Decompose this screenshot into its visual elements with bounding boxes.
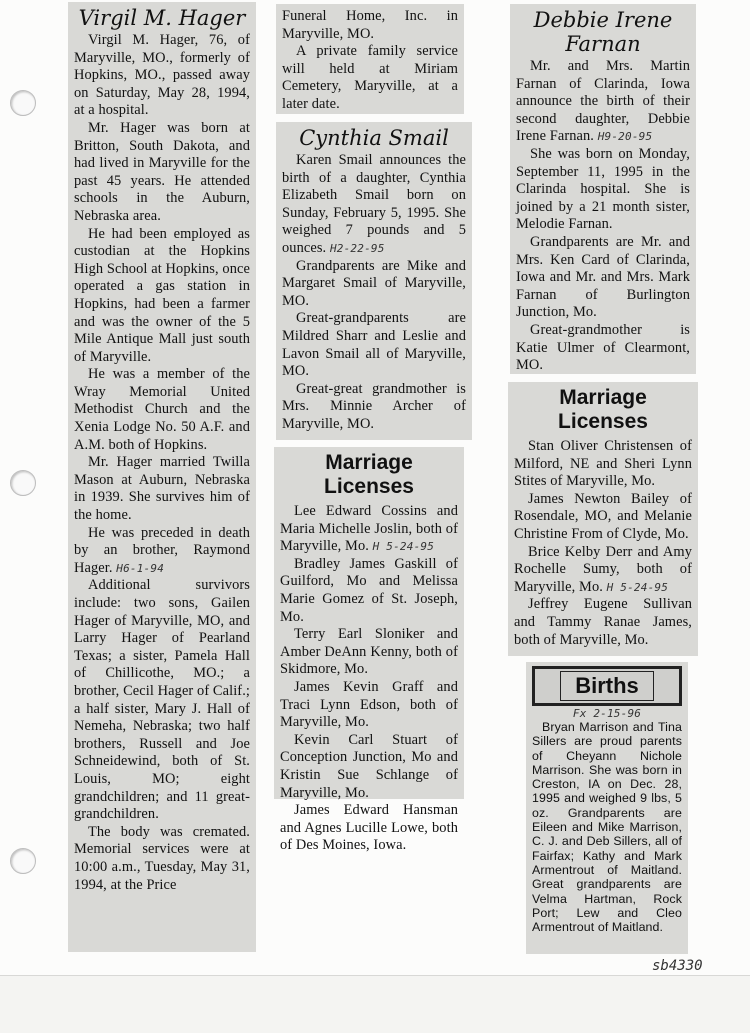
marriage-licenses-title: Marriage Licenses (324, 451, 414, 498)
paragraph: Great-grandmother is Katie Ulmer of Clearmont, MO. (516, 321, 690, 374)
paragraph: Kevin Carl Stuart of Conception Junction, Mo and Kristin Sue Schlange of Maryville, Mo. (280, 731, 458, 801)
marriage-licenses-right-clipping (508, 382, 698, 656)
paragraph (74, 525, 250, 578)
paragraph: James Edward Hansman and Agnes Lucille Lowe, both of Des Moines, Iowa. (280, 802, 458, 854)
handwritten-date-note: H 5-24-95 (372, 540, 435, 554)
paragraph-text: Lee Edward Cossins and Maria Michelle Joslin, both of Maryville, Mo. (280, 503, 458, 555)
paragraph (514, 544, 692, 597)
paragraph: He was a member of the Wray Memorial United Methodist Church and the Xenia Lodge No. 50 A.F. and A.M. both of Hopkins. (74, 366, 250, 453)
handwritten-date-note: Fx 2-15-96 (572, 707, 642, 720)
paragraph: Stan Oliver Christensen of Milford, NE and Sheri Lynn Stites of Maryville, Mo. (514, 438, 692, 490)
births-clipping (526, 662, 688, 954)
paragraph: Mr. Hager married Twilla Mason at Auburn, Nebraska in 1939. She survives him of the home. (74, 454, 250, 524)
paragraph: Grandparents are Mr. and Mrs. Ken Card of Clarinda, Iowa and Mr. and Mrs. Mark Farnan of Burlington Junction, Mo. (516, 233, 690, 321)
birth-smail-clipping (276, 122, 472, 440)
paragraph: Additional survivors include: two sons, Gailen Hager of Maryville, MO, and Larry Hager of Pearland Texas; a sister, Pamela Hall of Chillicothe, MO.; a brother, Cecil Hager of Calif.; a half sister, Mary J. Hall of Nemeha, Nebraska; two half brothers, Russell and Joe Schneidewind, both of St. Louis, MO; eight grandchildren; and 11 great-grandchildren. (74, 577, 250, 823)
paragraph: Virgil M. Hager, 76, of Maryville, MO., formerly of Hopkins, MO., passed away on Saturday, May 28, 1994, at a hospital. (74, 32, 250, 119)
paragraph: Mr. Hager was born at Britton, South Dakota, and had lived in Maryville for the past 45 years. He attended schools in the Auburn, Nebraska area. (74, 119, 250, 224)
paragraph: Bradley James Gaskill of Guilford, Mo and Melissa Marie Gomez of St. Joseph, Mo. (280, 555, 458, 625)
binder-hole (10, 848, 36, 874)
binder-hole (10, 90, 36, 116)
paragraph (282, 152, 466, 258)
birth-title-line1: Debbie Irene (533, 8, 673, 32)
marriage-title-line1: Marriage (559, 386, 647, 409)
births-title: Births (560, 671, 654, 701)
marriage-licenses-clipping (274, 447, 464, 854)
paragraph-text: Karen Smail announces the birth of a daughter, Cynthia Elizabeth Smail born on Sunday, February 5, 1995. She weighed 7 pounds and 5 ounces. (282, 152, 466, 256)
paragraph (280, 503, 458, 556)
paragraph-text: He was preceded in death by an brother, Raymond Hager. (74, 524, 250, 576)
handwritten-date-note: H 5-24-95 (606, 580, 669, 594)
birth-title: Cynthia Smail (299, 126, 449, 150)
obituary-hager-continued-clipping (276, 4, 464, 114)
binder-hole (10, 470, 36, 496)
marriage-title-line2: Licenses (558, 410, 648, 433)
paragraph: Great-grandparents are Mildred Sharr and Leslie and Lavon Smail all of Maryville, MO. (282, 310, 466, 380)
paragraph: James Kevin Graff and Traci Lynn Edson, both of Maryville, Mo. (280, 678, 458, 731)
paragraph: Terry Earl Sloniker and Amber DeAnn Kenny, both of Skidmore, Mo. (280, 626, 458, 678)
paragraph: Great-great grandmother is Mrs. Minnie Archer of Maryville, MO. (282, 380, 466, 432)
births-header (532, 666, 682, 706)
handwritten-date-note: H6-1-94 (116, 561, 165, 575)
paragraph-text: Brice Kelby Derr and Amy Rochelle Sumy, both of Maryville, Mo. (514, 543, 692, 595)
handwritten-date-note: H9-20-95 (597, 130, 653, 144)
paragraph (516, 58, 690, 146)
paragraph: She was born on Monday, September 11, 1995 in the Clarinda hospital. She is joined by a 21 month sister, Melodie Farnan. (516, 145, 690, 233)
paragraph: A private family service will held at Miriam Cemetery, Maryville, at a later date. (282, 43, 458, 112)
page-reference-number: sb4330 (652, 958, 703, 974)
paragraph-text: Mr. and Mrs. Martin Farnan of Clarinda, Iowa announce the birth of their second daughter, Debbie Irene Farnan. (516, 58, 690, 145)
obituary-hager-clipping (68, 2, 256, 952)
paragraph: James Newton Bailey of Rosendale, MO, and Melanie Christine From of Clyde, Mo. (514, 490, 692, 542)
paragraph: Grandparents are Mike and Margaret Smail of Maryville, MO. (282, 257, 466, 309)
paragraph: Jeffrey Eugene Sullivan and Tammy Ranae James, both of Maryville, Mo. (514, 596, 692, 648)
handwritten-date-note: H2-22-95 (329, 241, 385, 255)
paragraph: Funeral Home, Inc. in Maryville, MO. (282, 8, 458, 42)
paragraph: Bryan Marrison and Tina Sillers are proud parents of Cheyann Nichole Marrison. She was born in Creston, IA on Dec. 28, 1995 and weighed 9 lbs, 5 oz. Grandparents are Eileen and Mike Marrison, C. J. and Deb Sillers, all of Fairfax; Kathy and Mark Armentrout of Maitland. Great grandparents are Velma Hartman, Rock Port; Lew and Cleo Armentrout of Maitland. (532, 720, 682, 935)
paragraph: He had been employed as custodian at the Hopkins High School at Hopkins, once operated a gas station in Hopkins, had been a farmer and was the owner of the 5 Mile Antique Mall just south of Maryville. (74, 225, 250, 365)
obituary-title: Virgil M. Hager (78, 6, 246, 30)
paragraph: The body was cremated. Memorial services were at 10:00 a.m., Tuesday, May 31, 1994, at the Price (74, 823, 250, 893)
birth-title-line2: Farnan (565, 32, 641, 56)
birth-farnan-clipping (510, 4, 696, 374)
